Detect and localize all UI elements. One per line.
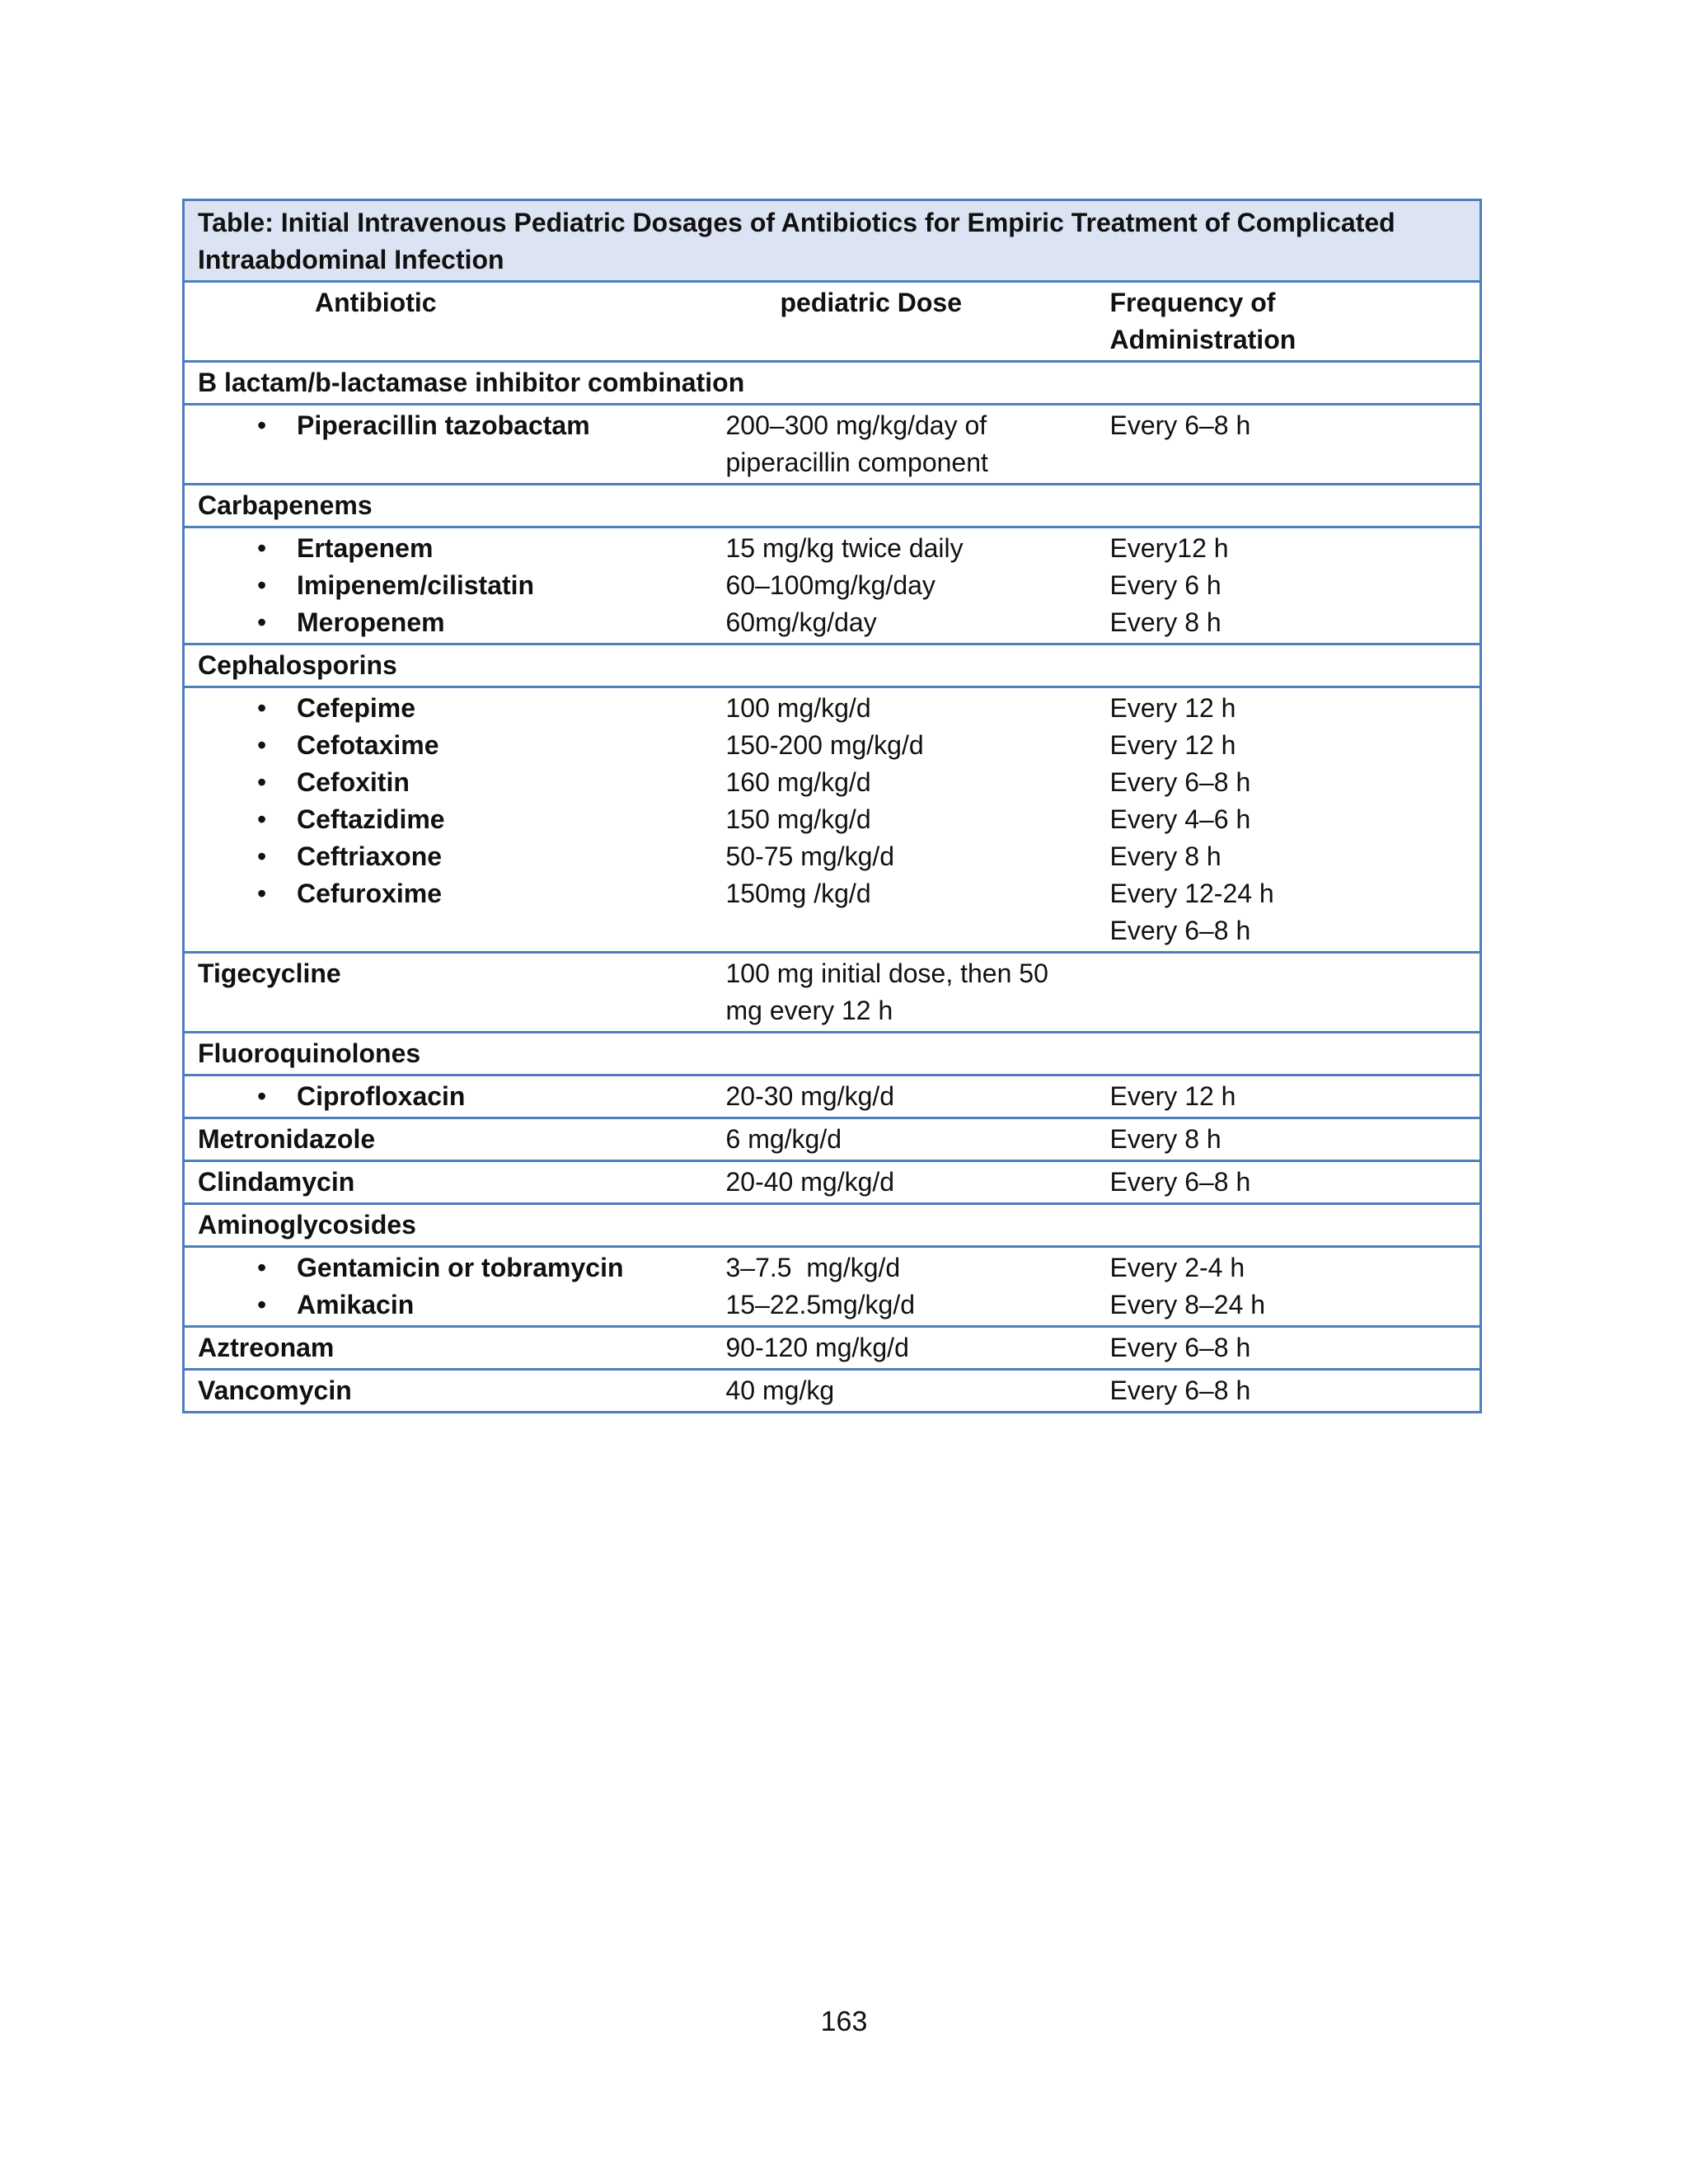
drug-name: • Cefuroxime bbox=[198, 875, 718, 912]
bullet-icon: • bbox=[257, 841, 267, 871]
bullet-icon: • bbox=[257, 730, 267, 760]
bullet-icon: • bbox=[257, 804, 267, 834]
page-number: 163 bbox=[820, 2006, 868, 2037]
frequency-cell: Every 6–8 h bbox=[1102, 1327, 1481, 1370]
table-row-ciprofloxacin bbox=[184, 1076, 1481, 1118]
table-row-vancomycin bbox=[184, 1370, 1481, 1413]
table-row-aminoglycosides bbox=[184, 1247, 1481, 1327]
table-row-piperacillin bbox=[184, 405, 1481, 485]
frequency-cell: Every 6–8 h bbox=[1102, 1161, 1481, 1204]
drug-name: • Meropenem bbox=[198, 604, 718, 641]
dose-cell: 200–300 mg/kg/day of piperacillin component bbox=[718, 405, 1102, 485]
frequency-cell: Every 2-4 h Every 8–24 h bbox=[1102, 1247, 1481, 1327]
drug-name: • Ciprofloxacin bbox=[198, 1078, 718, 1115]
frequency-cell bbox=[1102, 953, 1481, 1033]
bullet-icon: • bbox=[257, 533, 267, 563]
drug-name: • Ceftriaxone bbox=[198, 838, 718, 875]
category-row-beta-lactam bbox=[184, 362, 1481, 405]
drug-name: • Ertapenem bbox=[198, 530, 718, 567]
table-caption: Table: Initial Intravenous Pediatric Dosages of Antibiotics for Empiric Treatment of Complicated Intraabdominal Infection bbox=[184, 200, 1481, 282]
bullet-icon: • bbox=[257, 879, 267, 908]
drug-name: • Piperacillin tazobactam bbox=[198, 407, 718, 444]
category-label: Aztreonam bbox=[184, 1327, 718, 1370]
category-row-carbapenems bbox=[184, 485, 1481, 527]
frequency-cell: Every 12 h bbox=[1102, 1076, 1481, 1118]
table-row-metronidazole bbox=[184, 1118, 1481, 1161]
drug-name: • Cefoxitin bbox=[198, 764, 718, 801]
table-caption-row bbox=[184, 200, 1481, 282]
table-row-carbapenems bbox=[184, 527, 1481, 644]
category-label: Metronidazole bbox=[184, 1118, 718, 1161]
table-row-tigecycline bbox=[184, 953, 1481, 1033]
dose-cell: 100 mg/kg/d 150-200 mg/kg/d 160 mg/kg/d 150 mg/kg/d 50-75 mg/kg/d 150mg /kg/d bbox=[718, 687, 1102, 953]
bullet-icon: • bbox=[257, 570, 267, 600]
drug-name: • Cefepime bbox=[198, 690, 718, 727]
category-row-fluoroquinolones bbox=[184, 1033, 1481, 1076]
header-frequency: Frequency of Administration bbox=[1102, 282, 1481, 362]
header-dose: pediatric Dose bbox=[780, 288, 963, 317]
table-row-aztreonam bbox=[184, 1327, 1481, 1370]
frequency-cell: Every 12 h Every 12 h Every 6–8 h Every 4–6 h Every 8 h Every 12-24 h Every 6–8 h bbox=[1102, 687, 1481, 953]
drug-name: • Cefotaxime bbox=[198, 727, 718, 764]
dose-cell: 15 mg/kg twice daily 60–100mg/kg/day 60mg/kg/day bbox=[718, 527, 1102, 644]
category-label: Tigecycline bbox=[184, 953, 718, 1033]
drug-name: • Amikacin bbox=[198, 1286, 718, 1324]
category-label: Carbapenems bbox=[184, 485, 1481, 527]
drug-name: • Imipenem/cilistatin bbox=[198, 567, 718, 604]
dosage-table-container bbox=[182, 199, 1482, 1413]
frequency-cell: Every 8 h bbox=[1102, 1118, 1481, 1161]
dose-cell: 40 mg/kg bbox=[718, 1370, 1102, 1413]
dose-cell: 20-40 mg/kg/d bbox=[718, 1161, 1102, 1204]
header-row bbox=[184, 282, 1481, 362]
dose-cell: 6 mg/kg/d bbox=[718, 1118, 1102, 1161]
table-row-clindamycin bbox=[184, 1161, 1481, 1204]
bullet-icon: • bbox=[257, 410, 267, 440]
dosage-table bbox=[182, 199, 1482, 1413]
bullet-icon: • bbox=[257, 607, 267, 637]
dose-cell: 20-30 mg/kg/d bbox=[718, 1076, 1102, 1118]
category-label: Fluoroquinolones bbox=[184, 1033, 1481, 1076]
bullet-icon: • bbox=[257, 693, 267, 723]
frequency-cell: Every 6–8 h bbox=[1102, 405, 1481, 485]
bullet-icon: • bbox=[257, 1290, 267, 1319]
frequency-cell: Every 6–8 h bbox=[1102, 1370, 1481, 1413]
category-label: Vancomycin bbox=[184, 1370, 718, 1413]
dose-cell: 3–7.5 mg/kg/d 15–22.5mg/kg/d bbox=[718, 1247, 1102, 1327]
category-label: Cephalosporins bbox=[184, 644, 1481, 687]
category-row-aminoglycosides bbox=[184, 1204, 1481, 1247]
dose-cell: 90-120 mg/kg/d bbox=[718, 1327, 1102, 1370]
category-label: Aminoglycosides bbox=[184, 1204, 1481, 1247]
frequency-cell: Every12 h Every 6 h Every 8 h bbox=[1102, 527, 1481, 644]
category-label: Clindamycin bbox=[184, 1161, 718, 1204]
bullet-icon: • bbox=[257, 1081, 267, 1111]
dose-cell: 100 mg initial dose, then 50 mg every 12 h bbox=[718, 953, 1102, 1033]
drug-name: • Gentamicin or tobramycin bbox=[198, 1249, 718, 1286]
bullet-icon: • bbox=[257, 1253, 267, 1282]
drug-name: • Ceftazidime bbox=[198, 801, 718, 838]
category-label: B lactam/b-lactamase inhibitor combination bbox=[184, 362, 1481, 405]
bullet-icon: • bbox=[257, 767, 267, 797]
category-row-cephalosporins bbox=[184, 644, 1481, 687]
header-antibiotic: Antibiotic bbox=[315, 288, 437, 317]
table-row-cephalosporins bbox=[184, 687, 1481, 953]
